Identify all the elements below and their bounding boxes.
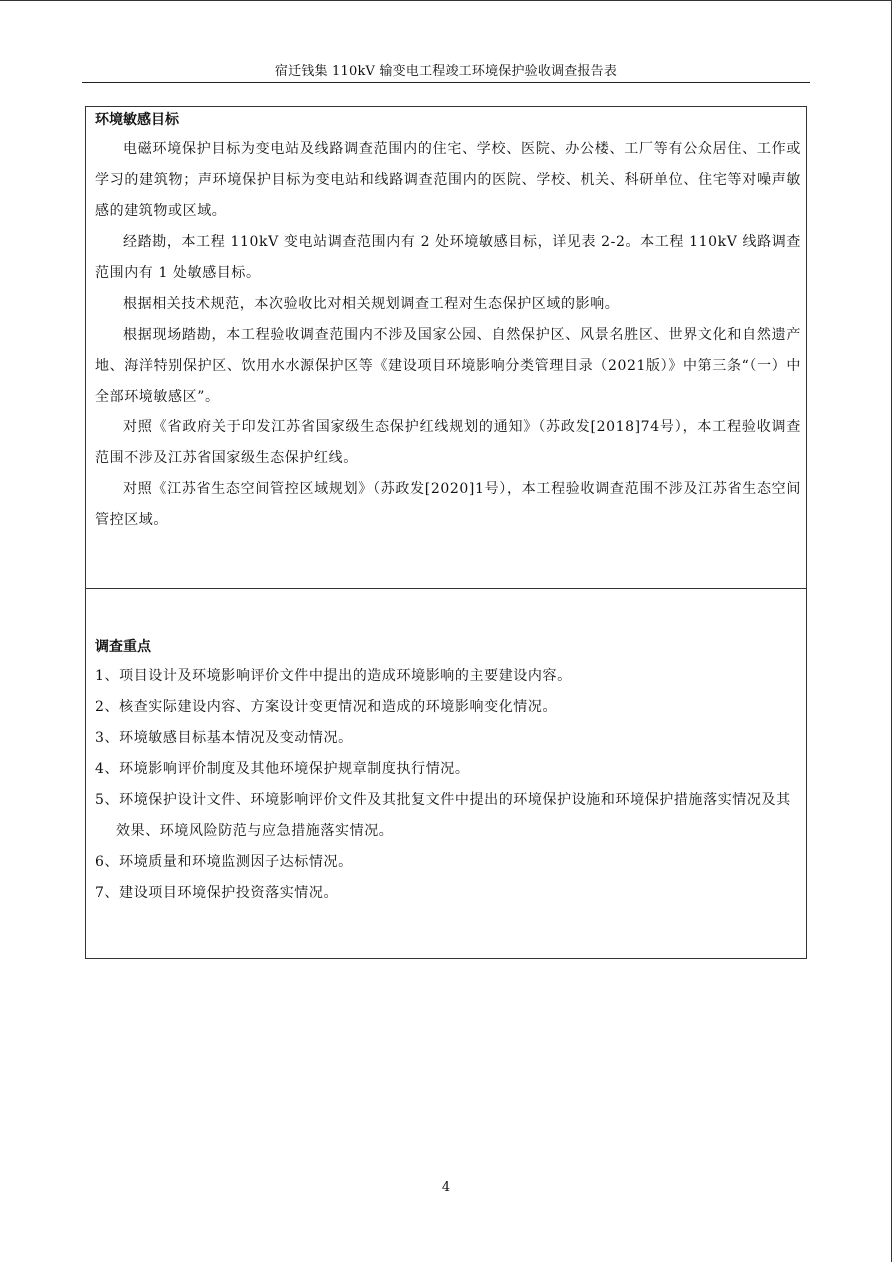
header-rule — [82, 82, 810, 83]
paragraph-red-line: 对照《省政府关于印发江苏省国家级生态保护红线规划的通知》（苏政发[2018]74号），本工程验收调查范围不涉及江苏省国家级生态保护红线。 — [95, 419, 801, 466]
list-item: 5、环境保护设计文件、环境影响评价文件及其批复文件中提出的环境保护设施和环境保护措施落实情况及其效果、环境风险防范与应急措施落实情况。 — [95, 792, 791, 839]
survey-focus-section — [85, 588, 807, 959]
running-header: 宿迁钱集 110kV 输变电工程竣工环境保护验收调查报告表 — [274, 64, 618, 79]
page-top-border — [0, 0, 892, 1]
list-item: 6、环境质量和环境监测因子达标情况。 — [95, 854, 353, 870]
paragraph-technical-spec: 根据相关技术规范，本次验收比对相关规划调查工程对生态保护区域的影响。 — [123, 296, 620, 312]
section-title-sensitive: 环境敏感目标 — [95, 112, 179, 128]
list-item: 7、建设项目环境保护投资落实情况。 — [95, 885, 339, 901]
list-item: 4、环境影响评价制度及其他环境保护规章制度执行情况。 — [95, 761, 470, 777]
list-item: 1、项目设计及环境影响评价文件中提出的造成环境影响的主要建设内容。 — [95, 668, 572, 684]
section-title-focus: 调查重点 — [95, 639, 151, 655]
page-number: 4 — [441, 1180, 451, 1195]
list-item: 3、环境敏感目标基本情况及变动情况。 — [95, 730, 353, 746]
sensitive-targets-section — [85, 106, 807, 589]
paragraph-protection-targets: 电磁环境保护目标为变电站及线路调查范围内的住宅、学校、医院、办公楼、工厂等有公众居住、工作或学习的建筑物；声环境保护目标为变电站和线路调查范围内的医院、学校、机关、科研单位、住宅等对噪声敏感的建筑物或区域。 — [95, 141, 801, 219]
list-item: 2、核查实际建设内容、方案设计变更情况和造成的环境影响变化情况。 — [95, 699, 558, 715]
paragraph-site-survey: 根据现场踏勘，本工程验收调查范围内不涉及国家公园、自然保护区、风景名胜区、世界文化和自然遗产地、海洋特别保护区、饮用水水源保护区等《建设项目环境影响分类管理目录（2021版）》中第三条“（一）中全部环境敏感区”。 — [95, 327, 801, 405]
paragraph-ecological-space: 对照《江苏省生态空间管控区域规划》（苏政发[2020]1号），本工程验收调查范围不涉及江苏省生态空间管控区域。 — [95, 481, 801, 528]
paragraph-survey-results: 经踏勘，本工程 110kV 变电站调查范围内有 2 处环境敏感目标，详见表 2-2。本工程 110kV 线路调查范围内有 1 处敏感目标。 — [95, 234, 801, 281]
